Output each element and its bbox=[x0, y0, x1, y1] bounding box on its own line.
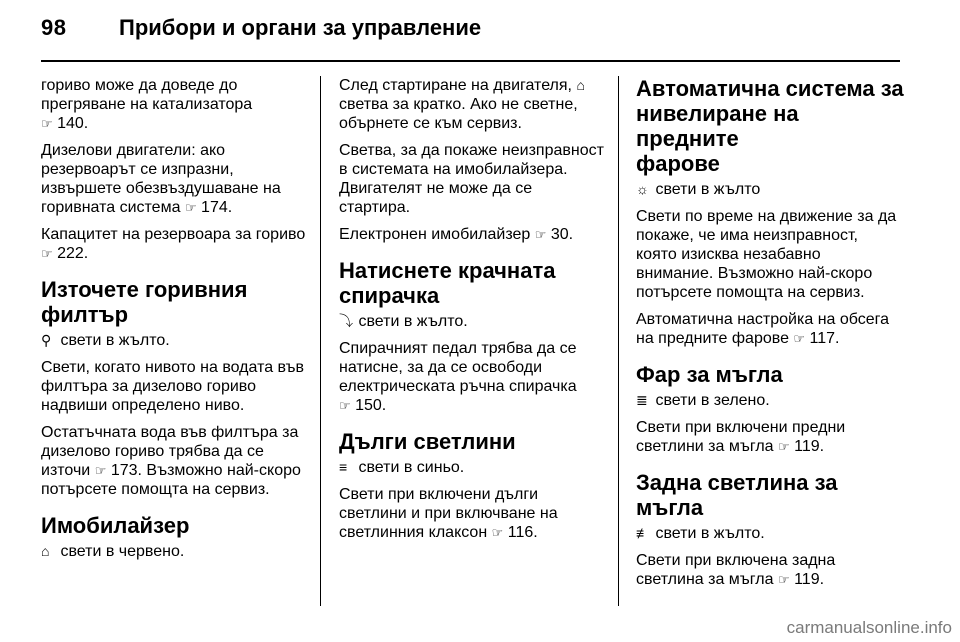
indicator-line: ⤵ свети в жълто. bbox=[339, 313, 468, 330]
paragraph: Автоматична настройка на обсега на предните фарове ☞ 117. bbox=[636, 311, 890, 347]
page-ref-icon: ☞ bbox=[94, 463, 107, 478]
immobilizer-icon: ⌂ bbox=[41, 543, 50, 559]
indicator-line: ≢ свети в жълто. bbox=[636, 525, 765, 542]
page-ref-icon: ☞ bbox=[184, 200, 197, 215]
page-header bbox=[41, 15, 901, 55]
paragraph: Свети при включени дълги светлини и при включване на светлинния клаксон ☞ 116. bbox=[339, 486, 558, 541]
paragraph: Електронен имобилайзер ☞ 30. bbox=[339, 226, 574, 243]
section-heading-immobilizer: Имобилайзер bbox=[41, 513, 190, 538]
page-ref-icon: ☞ bbox=[491, 525, 504, 540]
section-heading-rear-fog-light: Задна светлина за мъгла bbox=[636, 470, 838, 520]
indicator-line: ☼ свети в жълто bbox=[636, 181, 761, 198]
brake-pedal-icon: ⤵ bbox=[339, 313, 353, 329]
page-ref-icon: ☞ bbox=[41, 116, 53, 131]
column-divider-2 bbox=[618, 76, 619, 606]
column-divider-1 bbox=[320, 76, 321, 606]
paragraph: Спирачният педал трябва да се натисне, за да се освободи електрическата ръчна спирачка ☞ 150. bbox=[339, 340, 577, 414]
page-ref-icon: ☞ bbox=[778, 439, 790, 454]
paragraph: Светва, за да покаже неизправност в системата на имобилайзера. Двигателят не може да се стартира. bbox=[339, 142, 604, 216]
immobilizer-icon: ⌂ bbox=[576, 77, 585, 93]
page-ref-icon: ☞ bbox=[793, 331, 806, 346]
headlight-leveling-icon: ☼ bbox=[636, 181, 649, 197]
header-divider bbox=[41, 60, 900, 62]
page-number: 98 bbox=[41, 15, 67, 40]
indicator-line: ≡ свети в синьо. bbox=[339, 459, 465, 476]
paragraph: Дизелови двигатели: ако резервоарът се изпразни, извършете обезвъздушаване на горивната система ☞ 174. bbox=[41, 142, 281, 216]
column-2 bbox=[339, 76, 611, 550]
paragraph: Свети при включени предни светлини за мъгла ☞ 119. bbox=[636, 419, 846, 455]
fuel-filter-icon: ⚲ bbox=[41, 332, 52, 348]
section-heading-brake: Натиснете крачната спирачка bbox=[339, 258, 556, 308]
section-heading-fuel-filter: Източете горивния филтър bbox=[41, 277, 248, 327]
paragraph: След стартиране на двигателя, ⌂ светва за кратко. Ако не светне, обърнете се към сервиз. bbox=[339, 76, 611, 133]
page-title: Прибори и органи за управление bbox=[119, 15, 482, 40]
indicator-line: ≣ свети в зелено. bbox=[636, 392, 770, 409]
front-fog-light-icon: ≣ bbox=[636, 392, 648, 408]
section-heading-fog-light: Фар за мъгла bbox=[636, 362, 783, 387]
paragraph: Свети, когато нивото на водата във филтъра за дизелово гориво надвиши определено ниво. bbox=[41, 359, 305, 414]
rear-fog-light-icon: ≢ bbox=[636, 525, 650, 541]
page-ref-icon: ☞ bbox=[534, 227, 547, 242]
watermark: carmanualsonline.info bbox=[786, 618, 952, 637]
column-1 bbox=[41, 76, 313, 569]
high-beam-icon: ≡ bbox=[339, 459, 348, 475]
paragraph: Капацитет на резервоара за гориво ☞ 222. bbox=[41, 226, 306, 262]
paragraph: Свети при включена задна светлина за мъгла ☞ 119. bbox=[636, 552, 836, 588]
section-heading-high-beam: Дълги светлини bbox=[339, 429, 516, 454]
indicator-line: ⌂ свети в червено. bbox=[41, 543, 185, 560]
page-ref-icon: ☞ bbox=[777, 572, 790, 587]
paragraph: Свети по време на движение за да покаже, че има неизправност, която изисква незабавно внимание. Възможно най-скоро потърсете помощта на сервиз. bbox=[636, 208, 897, 301]
section-heading-headlight-leveling: Автоматична система за нивелиране на предните фарове bbox=[636, 76, 904, 176]
paragraph: гориво може да доведе до прегряване на катализатора ☞ 140. bbox=[41, 77, 253, 132]
column-3 bbox=[636, 76, 904, 597]
indicator-line: ⚲ свети в жълто. bbox=[41, 332, 170, 349]
paragraph: Остатъчната вода във филтъра за дизелово гориво трябва да се източи ☞ 173. Възможно най-скоро потърсете помощта на сервиз. bbox=[41, 424, 301, 498]
page-ref-icon: ☞ bbox=[339, 398, 351, 413]
page-ref-icon: ☞ bbox=[41, 246, 53, 261]
